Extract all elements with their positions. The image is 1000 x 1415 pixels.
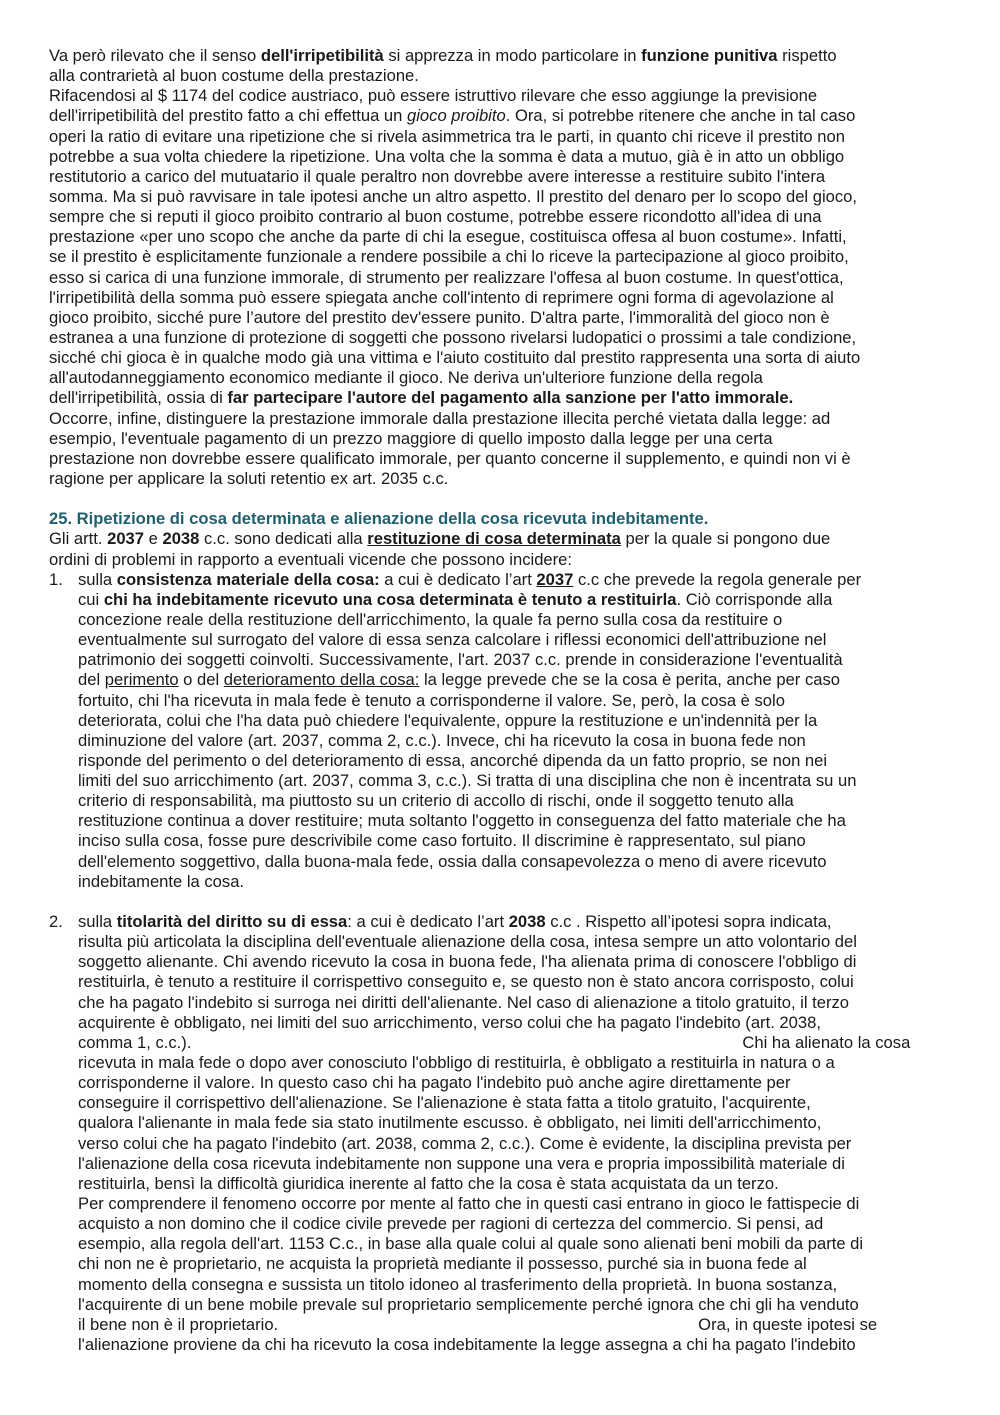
text-line: inciso sulla cosa, fosse pure descrivibile come caso fortuito. Il discrimine è rappresentato, sul piano <box>78 831 806 851</box>
underlined-term: deterioramento della cosa: <box>223 670 420 690</box>
text-line: ragione per applicare la soluti retentio ex art. 2035 c.c. <box>49 468 449 488</box>
text-line: sulla titolarità del diritto su di essa: a cui è dedicato l’art 2038 c.c . Rispetto all’ipotesi sopra indicata, <box>78 912 832 932</box>
paragraph-irripetibilita <box>49 46 961 489</box>
text-line: eventualmente sul surrogato del valore di essa senza calcolare i riflessi economici dell'attribuzione nel <box>78 630 827 650</box>
text-line: gioco proibito, sicché pure l’autore del prestito dev'essere punito. D'altra parte, l'immoralità del gioco non è <box>49 307 830 327</box>
text-line: sempre che si reputi il gioco proibito contrario al buon costume, potrebbe essere ricondotto all'idea di una <box>49 207 822 227</box>
text-line: estranea a una funzione di protezione di soggetti che possono rivelarsi ludopatici o prossimi a tale condizione, <box>49 327 857 347</box>
text-line: conseguire il corrispettivo dell'alienazione. Se l'alienazione è stata fatta a titolo gratuito, l'acquirente, <box>78 1093 811 1113</box>
bold-term: dell'irripetibilità <box>260 46 384 65</box>
text-line: restituzione continua a dover restituire; muta soltanto l'oggetto in conseguenza del fatto materiale che ha <box>78 811 846 831</box>
text-line: operi la ratio di evitare una ripetizione che si rivela asimmetrica tra le parti, in quanto chi riceve il prestito non <box>49 126 845 146</box>
bold-term: far partecipare l'autore del pagamento alla sanzione per l'atto immorale. <box>227 388 794 408</box>
text-line: sulla consistenza materiale della cosa: a cui è dedicato l’art 2037 c.c che prevede la regola generale per <box>78 569 862 589</box>
text-line: esempio, alla regola dell'art. 1153 C.c., in base alla quale colui al quale sono alienati beni mobili da parte di <box>78 1234 864 1254</box>
text-line: comma 1, c.c.). Chi ha alienato la cosa <box>78 1032 911 1052</box>
text-line: fortuito, chi l'ha ricevuta in mala fede è tenuto a corrisponderne il valore. Se, però, la cosa è solo <box>78 690 785 710</box>
text-line: all'autodanneggiamento economico mediante il gioco. Ne deriva un'ulteriore funzione della regola <box>49 368 763 388</box>
underlined-term: restituzione di cosa determinata <box>367 529 621 549</box>
italic-term: gioco proibito <box>407 106 506 126</box>
text-line: Per comprendere il fenomeno occorre por mente al fatto che in questi casi entrano in gioco le fattispecie di <box>78 1194 860 1214</box>
text-line: acquirente è obbligato, nei limiti del suo arricchimento, verso colui che ha pagato l'indebito (art. 2038, <box>78 1012 821 1032</box>
text-line: restituirla, è tenuto a restituire il corrispettivo conseguito e, se questo non è stato ancora corrisposto, colui <box>78 972 854 992</box>
text-line: chi non ne è proprietario, ne acquista la proprietà mediante il possesso, purché sia in buona fede al <box>78 1254 807 1274</box>
text-line: dell'elemento soggettivo, dalla buona-mala fede, ossia dalla consapevolezza o meno di avere ricevuto <box>78 851 827 871</box>
text-line: Va però rilevato che il senso dell'irripetibilità si apprezza in modo particolare in funzione punitiva rispetto <box>49 46 837 65</box>
text-line: Occorre, infine, distinguere la prestazione immorale dalla prestazione illecita perché vietata dalla legge: ad <box>49 408 831 428</box>
text-line: del perimento o del deterioramento della cosa: la legge prevede che se la cosa è perita, anche per caso <box>78 670 840 690</box>
document-page <box>49 46 961 1355</box>
text-line: cui chi ha indebitamente ricevuto una cosa determinata è tenuto a restituirla. Ciò corrisponde alla <box>78 589 833 609</box>
text-line: momento della consegna e sussista un titolo idoneo al trasferimento della proprietà. In buona sostanza, <box>78 1274 838 1294</box>
text-line: dell'irripetibilità del prestito fatto a chi effettua un gioco proibito. Ora, si potrebbe ritenere che anche in tal caso <box>49 106 856 126</box>
text-line: deteriorata, colui che l'ha data può chiedere l'equivalente, oppure la restituzione e un'indennità per la <box>78 710 818 730</box>
text-line: esso si carica di una funzione immorale, di strumento per realizzare l'offesa al buon costume. In quest'ottica, <box>49 267 844 287</box>
text-line: se il prestito è esplicitamente funzionale a rendere possibile a chi lo riceve la partecipazione al gioco proibito, <box>49 247 849 267</box>
text-line: verso colui che ha pagato l'indebito (art. 2038, comma 2, c.c.). Come è evidente, la disciplina prevista per <box>78 1133 852 1153</box>
text-line: acquisto a non domino che il codice civile prevede per ragioni di certezza del commercio. Si pensi, ad <box>78 1214 824 1234</box>
text-line: esempio, l'eventuale pagamento di un prezzo maggiore di quello imposto dalla legge per una certa <box>49 428 773 448</box>
text-line: diminuzione del valore (art. 2037, comma 2, c.c.). Invece, chi ha ricevuto la cosa in buona fede non <box>78 730 806 750</box>
list-item-2 <box>49 912 961 1355</box>
text-line: restitutorio a carico del mutuatario il quale peraltro non dovrebbe avere interesse a restituire subito l'intera <box>49 166 826 186</box>
underlined-term: perimento <box>104 670 179 690</box>
spacer <box>49 892 961 912</box>
text-line: prestazione «per uno scopo che anche da parte di chi la esegue, costituisca offesa al buon costume». Infatti, <box>49 227 847 247</box>
spacer <box>49 489 961 509</box>
text-line: l'irripetibilità della somma può essere spiegata anche coll'intento di reprimere ogni forma di agevolazione al <box>49 287 834 307</box>
text-line: risponde del perimento o del deterioramento di essa, ancorché dipenda da un fatto proprio, se non nei <box>78 750 828 770</box>
text-line: soggetto alienante. Chi avendo ricevuto la cosa in buona fede, l'ha alienata prima di conoscere l'obbligo di <box>78 952 857 972</box>
text-line: Gli artt. 2037 e 2038 c.c. sono dedicati alla restituzione di cosa determinata per la quale si pongono due <box>49 529 831 549</box>
text-line: alla contrarietà al buon costume della prestazione. <box>49 66 419 86</box>
text-line: prestazione non dovrebbe essere qualificato immorale, per quanto concerne il supplemento, e quindi non vi è <box>49 448 851 468</box>
list-number: 1. <box>49 569 63 589</box>
text-line: ordini di problemi in rapporto a eventuali vicende che possono incidere: <box>49 549 573 569</box>
text-line: patrimonio dei soggetti coinvolti. Successivamente, l'art. 2037 c.c. prende in considerazione l'eventualità <box>78 650 843 670</box>
text-line: concezione reale della restituzione dell'arricchimento, la quale fa perno sulla cosa da restituire o <box>78 609 783 629</box>
list-item-1 <box>49 570 961 892</box>
text-line: qualora l'alienante in mala fede sia stato inutilmente escusso. è obbligato, nei limiti dell'arricchimento, <box>78 1113 822 1133</box>
text-line: sicché chi gioca è in qualche modo già una vittima e l'aiuto costituito dal prestito rappresenta una sorta di aiuto <box>49 348 861 368</box>
text-line: l'alienazione della cosa ricevuta indebitamente non suppone una vera e propria impossibilità materiale di <box>78 1153 845 1173</box>
text-line: indebitamente la cosa. <box>78 871 245 891</box>
text-line: l'acquirente di un bene mobile prevale sul proprietario semplicemente perché ignora che chi gli ha venduto <box>78 1294 859 1314</box>
text-line: l'alienazione proviene da chi ha ricevuto la cosa indebitamente la legge assegna a chi ha pagato l'indebito <box>78 1335 856 1354</box>
text-line: somma. Ma si può ravvisare in tale ipotesi anche un altro aspetto. Il prestito del denaro per lo scopo del gioco, <box>49 186 858 206</box>
list-number: 2. <box>49 912 63 932</box>
bold-term: funzione punitiva <box>641 46 778 65</box>
text-line: criterio di responsabilità, ma piuttosto su un criterio di accollo di rischi, onde il soggetto tenuto alla <box>78 791 794 811</box>
text-line: potrebbe a sua volta chiedere la ripetizione. Una volta che la somma è data a mutuo, già è in atto un obbligo <box>49 146 845 166</box>
text-line: ricevuta in mala fede o dopo aver conosciuto l'obbligo di restituirla, è obbligato a restituirla in natura o a <box>78 1053 835 1073</box>
text-line: che ha pagato l'indebito si surroga nei diritti dell'alienante. Nel caso di alienazione a titolo gratuito, il terzo <box>78 992 850 1012</box>
text-line: il bene non è il proprietario. Ora, in queste ipotesi se <box>78 1314 878 1334</box>
section-heading: 25. Ripetizione di cosa determinata e alienazione della cosa ricevuta indebitamente. <box>49 509 709 529</box>
underlined-term: 2037 <box>536 569 574 589</box>
text-line: limiti del suo arricchimento (art. 2037, comma 3, c.c.). Si tratta di una disciplina che non è incentrata su un <box>78 771 857 791</box>
text-line: risulta più articolata la disciplina dell'eventuale alienazione della cosa, intesa sempre un atto volontario del <box>78 932 857 952</box>
text-line: Rifacendosi al $ 1174 del codice austriaco, può essere istruttivo rilevare che esso aggiunge la previsione <box>49 86 818 106</box>
text-line: dell'irripetibilità, ossia di far partecipare l'autore del pagamento alla sanzione per l'atto immorale. <box>49 388 794 408</box>
text-line: corrisponderne il valore. In questo caso chi ha pagato l'indebito può anche agire direttamente per <box>78 1073 791 1093</box>
text-line: restituirla, bensì la difficoltà giuridica inerente al fatto che la cosa è stata acquistata da un terzo. <box>78 1173 779 1193</box>
